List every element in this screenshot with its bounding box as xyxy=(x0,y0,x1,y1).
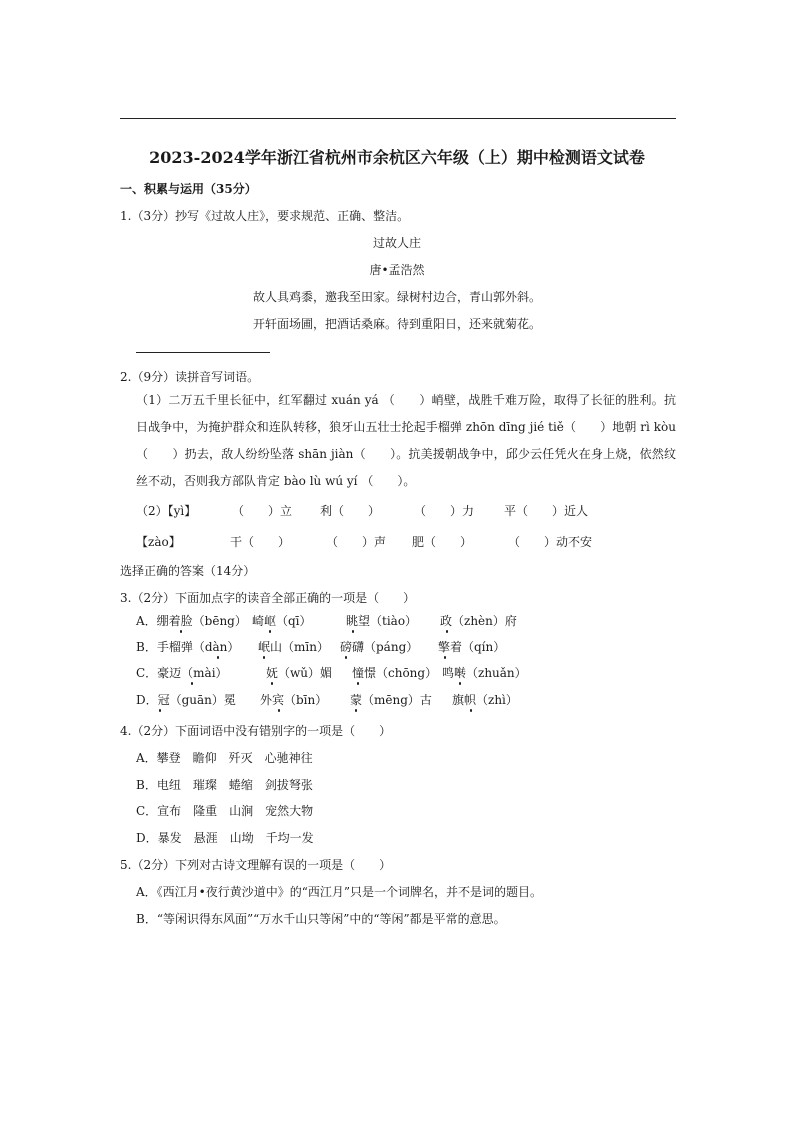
zao-item: （ ）动不安 xyxy=(508,535,593,549)
poem-line-2: 开轩面场圃，把酒话桑麻。待到重阳日，还来就菊花。 xyxy=(252,317,541,331)
emphasis-dot xyxy=(278,709,281,712)
q3-word: 蒙（mēng）古 xyxy=(350,693,432,707)
choice-heading: 选择正确的答案（14分） xyxy=(120,564,256,578)
emphasis-dot xyxy=(444,656,447,659)
emphasis-dot xyxy=(180,630,183,633)
q4-option-b: B．电纽 璀璨 蜷缩 剑拔弩张 xyxy=(136,778,313,792)
q3-word: 岷山（mīn） xyxy=(258,640,329,654)
q3-word: 外宾（bīn） xyxy=(260,693,328,707)
emphasis-dot xyxy=(355,709,358,712)
emphasis-dot xyxy=(263,656,266,659)
q3-word: 擎着（qín） xyxy=(438,640,506,654)
yi-item: 平（ ）近人 xyxy=(504,504,589,518)
zao-item: （ ）声 xyxy=(326,535,387,549)
yi-item: 利（ ） xyxy=(320,504,381,518)
q3-word: 磅礴（páng） xyxy=(340,640,419,654)
emphasis-dot xyxy=(357,682,360,685)
emphasis-dot xyxy=(159,709,162,712)
emphasis-dot xyxy=(269,630,272,633)
emphasis-dot xyxy=(470,709,473,712)
section-heading: 一、积累与运用（35分） xyxy=(120,182,257,196)
yi-item: （ ）力 xyxy=(414,504,475,518)
zao-item: 肥（ ） xyxy=(412,535,473,549)
emphasis-dot xyxy=(271,682,274,685)
q3-option-a: A．绷着脸（bēng） xyxy=(136,614,247,628)
q4-option-d: D．暴发 悬涯 山坳 千均一发 xyxy=(136,831,314,845)
q2-paragraph: （1）二万五千里长征中，红军翻过 xuán yá （ ）峭壁，战胜千难万险，取得了长征的胜利。抗日战争中，为掩护群众和连队转移，狼牙山五壮士抡起手榴弹 zhōn dīng jié tiě（ ）地朝 rì kòu（ ）扔去，敌人纷纷坠落 shān jiàn（ ）。抗美援朝战争中，邱少云任凭火在身上烧，依然纹丝不动，否则我方部队肯定 bào lù wú yí （ ）。 xyxy=(136,393,676,488)
q3-option-d: D．冠（guān）冕 xyxy=(136,693,236,707)
q3-word: 妩（wǔ）媚 xyxy=(266,666,333,680)
emphasis-dot xyxy=(459,682,462,685)
q1-prompt: 1.（3分）抄写《过故人庄》，要求规范、正确、整洁。 xyxy=(120,209,410,223)
q5-prompt: 5.（2分）下列对古诗文理解有误的一项是（ ） xyxy=(120,858,392,872)
q3-prompt: 3.（2分）下面加点字的读音全部正确的一项是（ ） xyxy=(120,591,416,605)
q5-option-a: A．《西江月•夜行黄沙道中》的“西江月”只是一个词牌名，并不是词的题目。 xyxy=(136,885,543,899)
emphasis-dot xyxy=(191,682,194,685)
q3-word: 政（zhèn）府 xyxy=(440,614,517,628)
emphasis-dot xyxy=(217,656,220,659)
q3-word: 眺望（tiào） xyxy=(346,614,418,628)
q3-word: 鸣啭（zhuǎn） xyxy=(442,666,527,680)
q4-prompt: 4.（2分）下面词语中没有错别字的一项是（ ） xyxy=(120,724,392,738)
q2-prompt: 2.（9分）读拼音写词语。 xyxy=(120,370,260,384)
emphasis-dot xyxy=(352,630,355,633)
poem-title: 过故人庄 xyxy=(372,236,421,250)
q5-option-b: B．“等闲识得东风面”“万水千山只等闲”中的“等闲”都是平常的意思。 xyxy=(136,912,506,926)
poem-author: 唐•孟浩然 xyxy=(369,263,425,277)
poem-line-1: 故人具鸡黍，邀我至田家。绿树村边合，青山郭外斜。 xyxy=(252,290,541,304)
yi-label: （2）【yì】 xyxy=(136,504,197,518)
page-title: 2023-2024学年浙江省杭州市余杭区六年级（上）期中检测语文试卷 xyxy=(149,148,645,167)
q3-option-c: C．豪迈（mài） xyxy=(136,666,228,680)
zao-item: 干（ ） xyxy=(230,535,291,549)
emphasis-dot xyxy=(446,630,449,633)
header-rule xyxy=(120,118,676,119)
zao-label: 【zào】 xyxy=(136,535,181,549)
q3-word: 憧憬（chōng） xyxy=(352,666,438,680)
q3-word: 崎岖（qī） xyxy=(252,614,312,628)
emphasis-dot xyxy=(345,656,348,659)
q4-option-c: C．宣布 隆重 山涧 宠然大物 xyxy=(136,804,314,818)
yi-item: （ ）立 xyxy=(232,504,293,518)
q3-option-b: B．手榴弹（dàn） xyxy=(136,640,240,654)
q3-word: 旗帜（zhì） xyxy=(452,693,518,707)
answer-line xyxy=(136,352,270,353)
q4-option-a: A．攀登 瞻仰 歼灭 心驰神往 xyxy=(136,751,313,765)
